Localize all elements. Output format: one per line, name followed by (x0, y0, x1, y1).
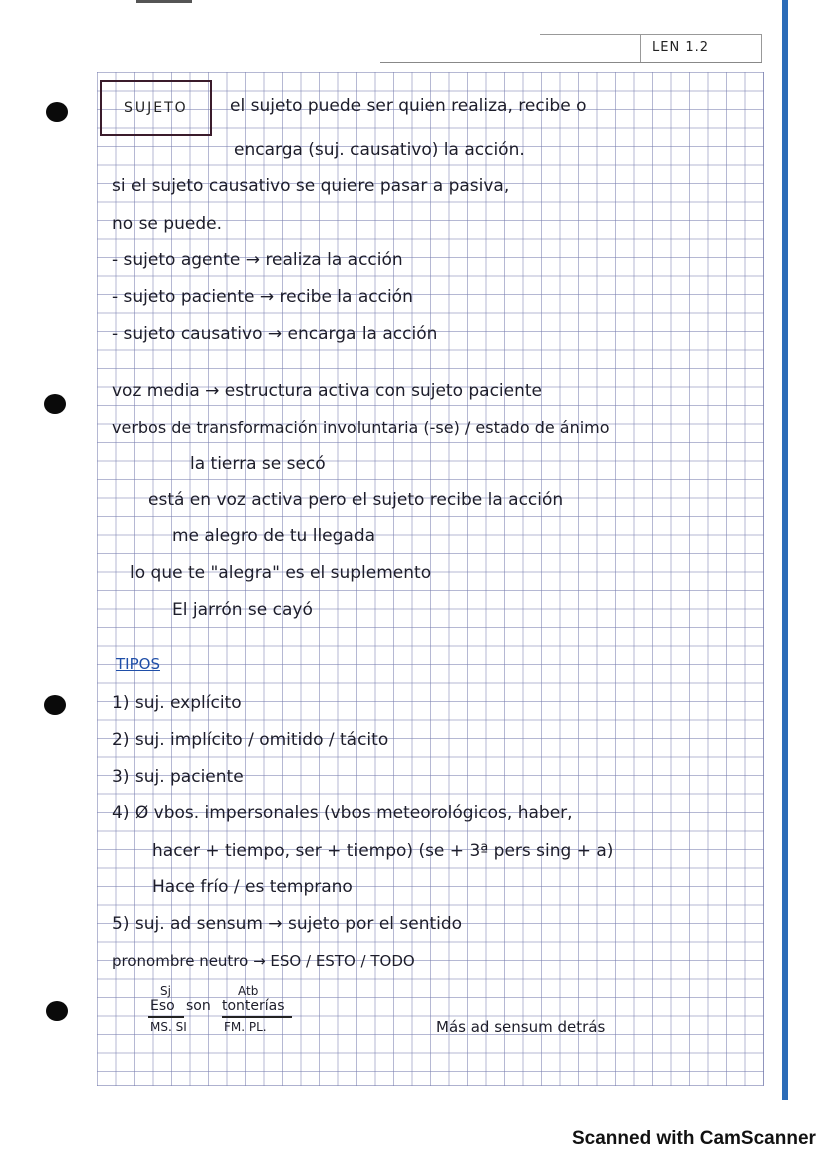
text-line: - sujeto causativo → encarga la acción (112, 324, 438, 344)
text-line: - sujeto agente → realiza la acción (112, 250, 403, 270)
text-line: verbos de transformación involuntaria (-se) / estado de ánimo (112, 418, 610, 437)
underline-subject (148, 1016, 184, 1018)
punch-hole-2 (44, 394, 66, 414)
text-line: si el sujeto causativo se quiere pasar a pasiva, (112, 176, 510, 196)
punch-hole-4 (46, 1001, 68, 1021)
list-item: Hace frío / es temprano (152, 877, 353, 897)
annotation-atb: Atb (238, 984, 259, 998)
annotation-fm-pl: FM. PL. (224, 1020, 267, 1034)
text-line: la tierra se secó (190, 454, 326, 474)
text-line: El jarrón se cayó (172, 600, 313, 620)
annotation-sj: Sj (160, 984, 171, 998)
punch-hole-1 (46, 102, 68, 122)
text-line: pronombre neutro → ESO / ESTO / TODO (112, 952, 415, 970)
text-line: me alegro de tu llegada (172, 526, 376, 546)
list-item: 5) suj. ad sensum → sujeto por el sentido (112, 914, 463, 934)
note-ad-sensum: Más ad sensum detrás (436, 1018, 606, 1036)
text-line: - sujeto paciente → recibe la acción (112, 287, 413, 307)
annotation-ms-si: MS. SI (150, 1020, 187, 1034)
text-line: no se puede. (112, 214, 222, 234)
text-line: voz media → estructura activa con sujeto paciente (112, 381, 543, 401)
list-item: 4) Ø vbos. impersonales (vbos meteorológicos, haber, (112, 803, 573, 823)
text-line: encarga (suj. causativo) la acción. (234, 140, 525, 160)
list-item: 1) suj. explícito (112, 693, 242, 713)
underline-attribute (222, 1016, 292, 1018)
notebook-edge (782, 0, 788, 1100)
header-code: LEN 1.2 (652, 40, 709, 55)
text-line: el sujeto puede ser quien realiza, recibe o (230, 96, 587, 116)
text-line: está en voz activa pero el sujeto recibe la acción (148, 490, 564, 510)
list-item: hacer + tiempo, ser + tiempo) (se + 3ª pers sing + a) (152, 841, 614, 861)
list-item: 2) suj. implícito / omitido / tácito (112, 730, 389, 750)
scanner-watermark: Scanned with CamScanner (572, 1128, 816, 1149)
punch-hole-3 (44, 695, 66, 715)
example-tonterias: tonterías (222, 998, 285, 1014)
title-text: SUJETO (124, 100, 188, 116)
example-son: son (186, 998, 211, 1014)
list-item: 3) suj. paciente (112, 767, 244, 787)
example-eso: Eso (150, 998, 175, 1014)
section-heading-tipos: TIPOS (116, 655, 160, 673)
header-line-bottom (380, 62, 762, 63)
text-line: lo que te "alegra" es el suplemento (130, 563, 432, 583)
page-top-mark (136, 0, 192, 3)
